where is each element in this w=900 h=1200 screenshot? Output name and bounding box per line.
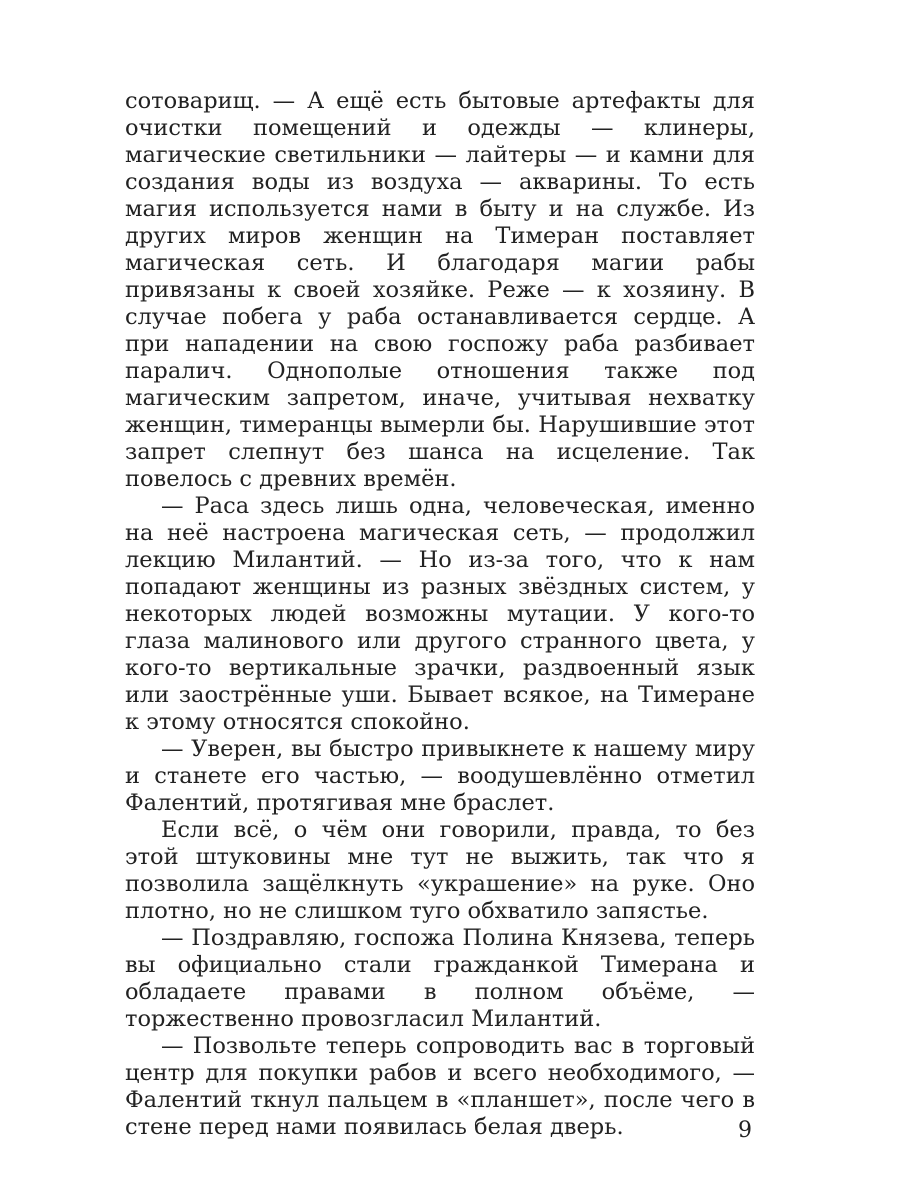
paragraph-4: Если всё, о чём они говорили, правда, то без этой штуковины мне тут не выжить, так что я позволила защёлкнуть «украшение» на руке. Оно плотно, но не слишком туго обхватило запястье.: [125, 817, 755, 924]
body-text: [125, 88, 755, 1141]
page-number: 9: [738, 1118, 752, 1143]
paragraph-6: — Позвольте теперь сопроводить вас в торговый центр для покупки рабов и всего необходимого, — Фалентий ткнул пальцем в «планшет», после чего в стене перед нами появилась белая дверь.: [125, 1033, 755, 1140]
paragraph-2: — Раса здесь лишь одна, человеческая, именно на неё настроена магическая сеть, — продолжил лекцию Милантий. — Но из-за того, что к нам попадают женщины из разных звёздных систем, у некоторых людей возможны мутации. У кого-то глаза малинового или другого странного цвета, у кого-то вертикальные зрачки, раздвоенный язык или заострённые уши. Бывает всякое, на Тимеране к этому относятся спокойно.: [125, 493, 755, 735]
paragraph-5: — Поздравляю, госпожа Полина Князева, теперь вы официально стали гражданкой Тимерана и обладаете правами в полном объёме, — торжественно провозгласил Милантий.: [125, 925, 755, 1032]
paragraph-3: — Уверен, вы быстро привыкнете к нашему миру и станете его частью, — воодушевлённо отметил Фалентий, протягивая мне браслет.: [125, 736, 755, 816]
paragraph-1: сотоварищ. — А ещё есть бытовые артефакты для очистки помещений и одежды — клинеры, магические светильники — лайтеры — и камни для создания воды из воздуха — акварины. То есть магия используется нами в быту и на службе. Из других миров женщин на Тимеран поставляет магическая сеть. И благодаря магии рабы привязаны к своей хозяйке. Реже — к хозяину. В случае побега у раба останавливается сердце. А при нападении на свою госпожу раба разбивает паралич. Однополые отношения также под магическим запретом, иначе, учитывая нехватку женщин, тимеранцы вымерли бы. Нарушившие этот запрет слепнут без шанса на исцеление. Так повелось с древних времён.: [125, 88, 755, 492]
